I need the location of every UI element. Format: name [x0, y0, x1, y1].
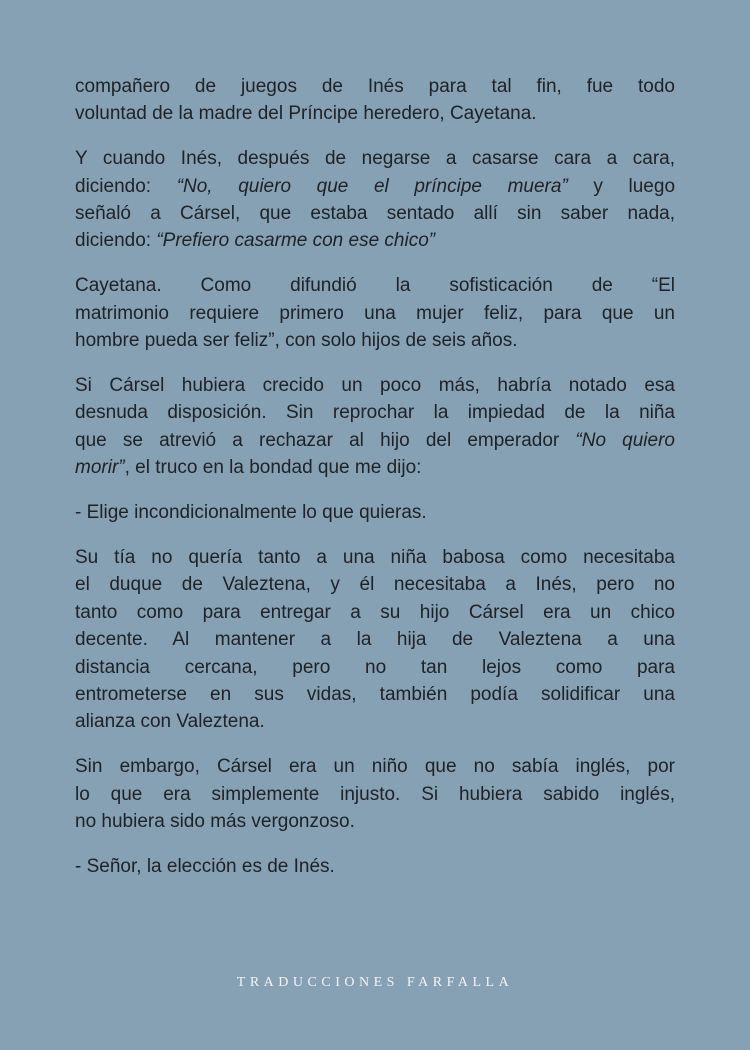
text-line [75, 626, 675, 653]
text-line [75, 327, 675, 354]
text-segment: - Señor, la elección es de Inés. [75, 855, 335, 877]
text-segment: diciendo: [75, 230, 157, 252]
text-line [75, 499, 675, 526]
text-line [75, 654, 675, 681]
page-body [75, 73, 675, 898]
text-segment: el duque de Valeztena, y él necesitaba a Inés, pero no [75, 574, 675, 596]
text-segment: desnuda disposición. Sin reprochar la impiedad de la niña [75, 402, 675, 424]
text-segment: Y cuando Inés, después de negarse a casarse cara a cara, [75, 148, 675, 170]
text-line [75, 399, 675, 426]
italic-quote: “Prefiero casarme con ese chico” [156, 230, 436, 252]
text-segment: , el truco en la bondad que me dijo: [124, 457, 422, 479]
italic-quote: “No, quiero que el príncipe muera” [176, 175, 568, 197]
text-segment: matrimonio requiere primero una mujer feliz, para que un [75, 302, 675, 324]
text-segment: señaló a Cársel, que estaba sentado allí sin saber nada, [75, 203, 675, 225]
paragraph [75, 544, 675, 736]
text-segment: Si Cársel hubiera crecido un poco más, habría notado esa [75, 375, 675, 397]
footer-publisher: TRADUCCIONES FARFALLA [236, 975, 514, 990]
text-line [75, 853, 675, 880]
text-line [75, 145, 675, 172]
text-line [75, 681, 675, 708]
paragraph [75, 753, 675, 835]
text-segment: hombre pueda ser feliz”, con solo hijos de seis años. [75, 330, 518, 352]
text-segment: que se atrevió a rechazar al hijo del emperador [75, 429, 576, 451]
text-segment: Sin embargo, Cársel era un niño que no sabía inglés, por [75, 756, 675, 778]
text-segment: tanto como para entregar a su hijo Cársel era un chico [75, 601, 675, 623]
text-segment: lo que era simplemente injusto. Si hubiera sabido inglés, [75, 783, 675, 805]
italic-quote: morir” [75, 457, 125, 479]
text-line [75, 372, 675, 399]
text-segment: Cayetana. Como difundió la sofisticación de “El [75, 275, 675, 297]
text-line [75, 708, 675, 735]
text-segment: decente. Al mantener a la hija de Valeztena a una [75, 629, 675, 651]
text-segment: Su tía no quería tanto a una niña babosa como necesitaba [75, 546, 675, 568]
text-segment: distancia cercana, pero no tan lejos como para [75, 656, 675, 678]
text-line [75, 227, 675, 254]
text-segment: entrometerse en sus vidas, también podía solidificar una [75, 683, 675, 705]
text-line [75, 571, 675, 598]
text-line [75, 599, 675, 626]
text-line [75, 753, 675, 780]
text-line [75, 454, 675, 481]
text-line [75, 808, 675, 835]
paragraph [75, 73, 675, 128]
paragraph [75, 853, 675, 880]
text-segment: - Elige incondicionalmente lo que quieras. [75, 502, 427, 524]
text-line [75, 300, 675, 327]
text-line [75, 100, 675, 127]
paragraph [75, 499, 675, 526]
text-segment: voluntad de la madre del Príncipe heredero, Cayetana. [75, 103, 537, 125]
paragraph [75, 372, 675, 482]
text-segment: no hubiera sido más vergonzoso. [75, 810, 355, 832]
text-line [75, 272, 675, 299]
paragraph [75, 145, 675, 255]
text-line [75, 200, 675, 227]
paragraph [75, 272, 675, 354]
text-segment: y luego [567, 175, 676, 197]
italic-quote: “No quiero [575, 429, 675, 451]
text-segment: compañero de juegos de Inés para tal fin, fue todo [75, 76, 675, 97]
text-line [75, 781, 675, 808]
text-line [75, 427, 675, 454]
text-segment: diciendo: [75, 175, 177, 197]
text-line [75, 173, 675, 200]
text-line [75, 544, 675, 571]
text-line [75, 73, 675, 100]
text-segment: alianza con Valeztena. [75, 711, 265, 733]
